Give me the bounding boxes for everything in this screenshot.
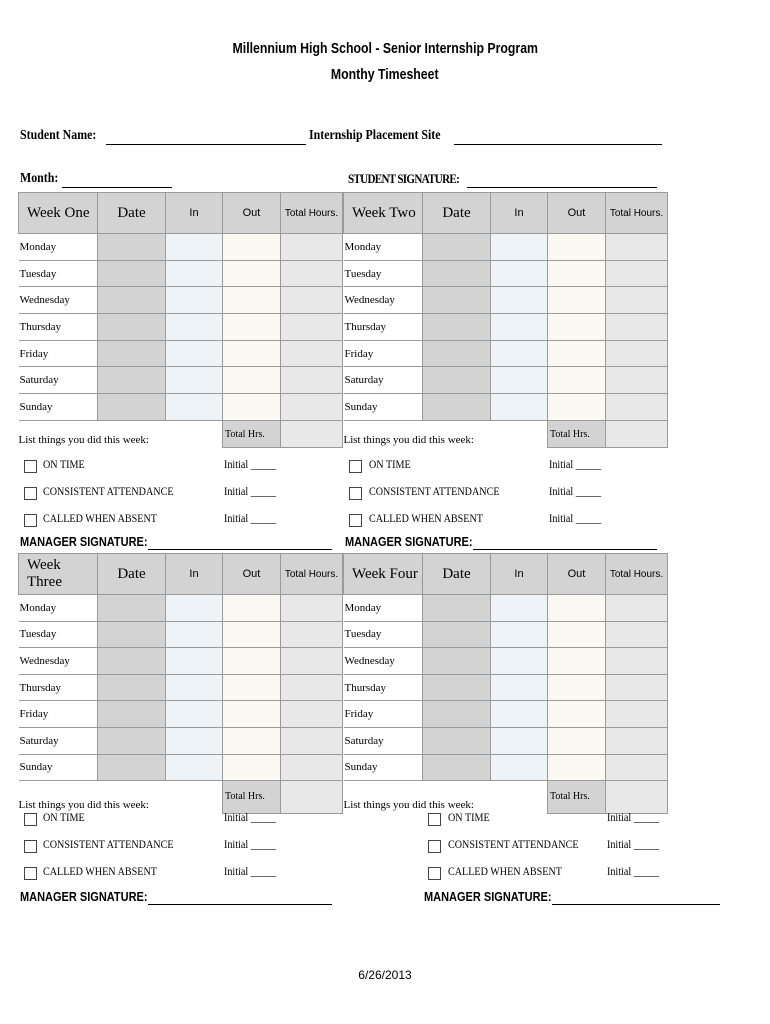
week-one-table (18, 192, 343, 448)
table-row (344, 340, 668, 367)
total-hours-header: Total Hours. (281, 193, 343, 234)
day-label: Friday (19, 340, 98, 367)
list-things-label: List things you did this week: (344, 781, 548, 814)
on-time-checkbox[interactable] (349, 460, 362, 473)
in-cell[interactable] (491, 754, 548, 781)
list-things-label: List things you did this week: (344, 420, 548, 448)
total-hours-cell[interactable] (281, 595, 343, 622)
date-cell[interactable] (98, 234, 166, 261)
initial-field[interactable]: Initial _____ (607, 812, 660, 824)
on-time-checkbox[interactable] (24, 460, 37, 473)
in-cell[interactable] (491, 727, 548, 754)
date-cell[interactable] (98, 260, 166, 287)
on-time-label: ON TIME (448, 812, 490, 824)
date-cell[interactable] (98, 287, 166, 314)
day-label: Thursday (344, 314, 423, 341)
out-cell[interactable] (548, 260, 606, 287)
table-row (19, 340, 343, 367)
initial-field[interactable]: Initial _____ (224, 459, 277, 471)
table-row (19, 367, 343, 394)
placement-site-line[interactable] (454, 130, 662, 145)
out-cell[interactable] (223, 648, 281, 675)
day-label: Thursday (19, 314, 98, 341)
total-hours-cell[interactable] (606, 394, 668, 421)
week-two-table (343, 192, 668, 448)
called-when-absent-label: CALLED WHEN ABSENT (43, 866, 157, 878)
date-cell[interactable] (423, 234, 491, 261)
consistent-attendance-label: CONSISTENT ATTENDANCE (369, 486, 500, 498)
out-cell[interactable] (548, 340, 606, 367)
day-label: Friday (344, 701, 423, 728)
day-label: Thursday (344, 674, 423, 701)
date-cell[interactable] (98, 701, 166, 728)
table-row (344, 648, 668, 675)
total-hours-cell[interactable] (281, 674, 343, 701)
in-cell[interactable] (491, 287, 548, 314)
in-cell[interactable] (491, 595, 548, 622)
total-hours-cell[interactable] (281, 621, 343, 648)
in-cell[interactable] (491, 367, 548, 394)
out-cell[interactable] (223, 367, 281, 394)
out-cell[interactable] (548, 314, 606, 341)
on-time-checkbox[interactable] (24, 813, 37, 826)
placement-site-field[interactable] (309, 128, 464, 144)
table-row (19, 287, 343, 314)
table-row (344, 595, 668, 622)
in-cell[interactable] (166, 754, 223, 781)
out-cell[interactable] (548, 234, 606, 261)
out-cell[interactable] (223, 701, 281, 728)
consistent-attendance-checkbox[interactable] (24, 840, 37, 853)
out-cell[interactable] (223, 595, 281, 622)
day-label: Saturday (344, 367, 423, 394)
total-hrs-label: Total Hrs. (548, 420, 606, 448)
total-hrs-label: Total Hrs. (223, 781, 281, 814)
consistent-attendance-checkbox[interactable] (428, 840, 441, 853)
total-hrs-cell[interactable] (281, 420, 343, 448)
date-cell[interactable] (423, 674, 491, 701)
date-cell[interactable] (98, 754, 166, 781)
month-field[interactable] (20, 171, 65, 187)
day-label: Sunday (344, 754, 423, 781)
in-cell[interactable] (166, 674, 223, 701)
total-hrs-cell[interactable] (606, 420, 668, 448)
table-row (344, 727, 668, 754)
date-header: Date (98, 554, 166, 595)
placement-site-label: Internship Placement Site (309, 128, 441, 143)
in-header: In (166, 193, 223, 234)
out-cell[interactable] (548, 595, 606, 622)
total-hours-cell[interactable] (281, 314, 343, 341)
total-hrs-label: Total Hrs. (548, 781, 606, 814)
day-label: Tuesday (19, 260, 98, 287)
table-row (344, 234, 668, 261)
total-hours-cell[interactable] (606, 648, 668, 675)
day-label: Sunday (344, 394, 423, 421)
table-row (344, 314, 668, 341)
total-hours-cell[interactable] (606, 621, 668, 648)
day-label: Tuesday (19, 621, 98, 648)
initial-field[interactable]: Initial _____ (607, 866, 660, 878)
total-hours-cell[interactable] (606, 340, 668, 367)
page-title: Millennium High School - Senior Internship Program (232, 40, 538, 57)
called-when-absent-label: CALLED WHEN ABSENT (43, 513, 157, 525)
table-row (19, 754, 343, 781)
total-hours-cell[interactable] (281, 648, 343, 675)
total-hours-cell[interactable] (606, 701, 668, 728)
in-cell[interactable] (166, 727, 223, 754)
list-things-label: List things you did this week: (19, 420, 223, 448)
table-row (344, 287, 668, 314)
day-label: Friday (344, 340, 423, 367)
out-cell[interactable] (548, 648, 606, 675)
table-row (344, 621, 668, 648)
total-hours-header: Total Hours. (606, 193, 668, 234)
in-cell[interactable] (166, 621, 223, 648)
total-hours-cell[interactable] (281, 340, 343, 367)
out-cell[interactable] (223, 234, 281, 261)
table-row (344, 260, 668, 287)
total-hours-header: Total Hours. (606, 554, 668, 595)
date-cell[interactable] (98, 727, 166, 754)
out-header: Out (223, 554, 281, 595)
day-label: Wednesday (19, 287, 98, 314)
date-header: Date (423, 193, 491, 234)
week-label: Week One (19, 193, 98, 234)
table-row (344, 754, 668, 781)
date-cell[interactable] (98, 340, 166, 367)
table-row (19, 234, 343, 261)
day-label: Tuesday (344, 260, 423, 287)
table-row (19, 648, 343, 675)
called-when-absent-checkbox[interactable] (24, 514, 37, 527)
in-cell[interactable] (166, 701, 223, 728)
total-hours-header: Total Hours. (281, 554, 343, 595)
out-header: Out (548, 554, 606, 595)
initial-field[interactable]: Initial _____ (549, 459, 602, 471)
day-label: Wednesday (344, 648, 423, 675)
consistent-attendance-label: CONSISTENT ATTENDANCE (43, 486, 174, 498)
on-time-checkbox[interactable] (428, 813, 441, 826)
total-hours-cell[interactable] (606, 727, 668, 754)
day-label: Tuesday (344, 621, 423, 648)
initial-field[interactable]: Initial _____ (224, 839, 277, 851)
consistent-attendance-checkbox[interactable] (24, 487, 37, 500)
day-label: Saturday (19, 727, 98, 754)
called-when-absent-checkbox[interactable] (24, 867, 37, 880)
in-cell[interactable] (491, 394, 548, 421)
total-hours-cell[interactable] (281, 727, 343, 754)
table-row (344, 701, 668, 728)
consistent-attendance-checkbox[interactable] (349, 487, 362, 500)
student-name-label: Student Name: (20, 128, 97, 143)
called-when-absent-checkbox[interactable] (428, 867, 441, 880)
table-row (344, 367, 668, 394)
out-cell[interactable] (223, 754, 281, 781)
total-hours-cell[interactable] (606, 260, 668, 287)
out-cell[interactable] (223, 394, 281, 421)
total-hours-cell[interactable] (606, 754, 668, 781)
in-cell[interactable] (166, 260, 223, 287)
total-hours-cell[interactable] (281, 234, 343, 261)
total-hours-cell[interactable] (281, 701, 343, 728)
day-label: Monday (344, 234, 423, 261)
manager-signature-field[interactable]: MANAGER SIGNATURE: (424, 890, 552, 904)
footer-date: 6/26/2013 (358, 968, 412, 982)
date-cell[interactable] (98, 314, 166, 341)
day-label: Monday (344, 595, 423, 622)
in-cell[interactable] (491, 674, 548, 701)
date-cell[interactable] (423, 340, 491, 367)
initial-field[interactable]: Initial _____ (549, 486, 602, 498)
week-label: Week Two (344, 193, 423, 234)
manager-signature-field[interactable]: MANAGER SIGNATURE: (345, 535, 473, 549)
student-name-line[interactable] (106, 130, 306, 145)
date-cell[interactable] (423, 648, 491, 675)
day-label: Saturday (344, 727, 423, 754)
called-when-absent-checkbox[interactable] (349, 514, 362, 527)
day-label: Monday (19, 595, 98, 622)
out-header: Out (548, 193, 606, 234)
table-row (344, 394, 668, 421)
table-row (19, 701, 343, 728)
total-hours-cell[interactable] (281, 287, 343, 314)
initial-field[interactable]: Initial _____ (224, 513, 277, 525)
table-row (19, 260, 343, 287)
day-label: Wednesday (344, 287, 423, 314)
date-header: Date (98, 193, 166, 234)
initial-field[interactable]: Initial _____ (549, 513, 602, 525)
table-row (344, 674, 668, 701)
in-cell[interactable] (166, 595, 223, 622)
in-cell[interactable] (491, 314, 548, 341)
week-label: Week Four (344, 554, 423, 595)
date-cell[interactable] (98, 621, 166, 648)
in-header: In (491, 193, 548, 234)
date-cell[interactable] (98, 394, 166, 421)
in-cell[interactable] (166, 314, 223, 341)
in-cell[interactable] (166, 340, 223, 367)
manager-signature-line[interactable] (473, 549, 657, 550)
in-cell[interactable] (491, 648, 548, 675)
date-cell[interactable] (98, 648, 166, 675)
student-signature-label: STUDENT SIGNATURE: (348, 171, 460, 186)
total-hrs-label: Total Hrs. (223, 420, 281, 448)
day-label: Wednesday (19, 648, 98, 675)
out-cell[interactable] (223, 260, 281, 287)
date-cell[interactable] (98, 674, 166, 701)
student-signature-line[interactable] (467, 174, 657, 188)
week-four-table (343, 553, 668, 814)
in-cell[interactable] (491, 621, 548, 648)
out-cell[interactable] (548, 367, 606, 394)
table-row (19, 621, 343, 648)
total-hours-cell[interactable] (606, 234, 668, 261)
date-cell[interactable] (423, 595, 491, 622)
total-hours-cell[interactable] (281, 367, 343, 394)
out-header: Out (223, 193, 281, 234)
date-cell[interactable] (423, 394, 491, 421)
month-line[interactable] (62, 174, 172, 188)
out-cell[interactable] (548, 394, 606, 421)
manager-signature-field[interactable]: MANAGER SIGNATURE: (20, 535, 148, 549)
total-hours-cell[interactable] (606, 314, 668, 341)
day-label: Friday (19, 701, 98, 728)
date-cell[interactable] (98, 595, 166, 622)
total-hours-cell[interactable] (281, 260, 343, 287)
date-cell[interactable] (423, 701, 491, 728)
date-cell[interactable] (423, 727, 491, 754)
in-cell[interactable] (166, 367, 223, 394)
in-cell[interactable] (166, 234, 223, 261)
table-row (19, 674, 343, 701)
week-label: Week Three (19, 554, 98, 595)
in-header: In (166, 554, 223, 595)
manager-signature-field[interactable]: MANAGER SIGNATURE: (20, 890, 148, 904)
initial-field[interactable]: Initial _____ (224, 812, 277, 824)
out-cell[interactable] (548, 674, 606, 701)
on-time-label: ON TIME (369, 459, 411, 471)
table-row (19, 727, 343, 754)
out-cell[interactable] (223, 674, 281, 701)
manager-signature-line[interactable] (552, 904, 720, 905)
page-subtitle: Monthy Timesheet (331, 66, 439, 83)
in-cell[interactable] (166, 287, 223, 314)
month-label: Month: (20, 171, 59, 186)
called-when-absent-label: CALLED WHEN ABSENT (369, 513, 483, 525)
date-cell[interactable] (423, 260, 491, 287)
date-cell[interactable] (423, 621, 491, 648)
in-cell[interactable] (491, 260, 548, 287)
on-time-label: ON TIME (43, 459, 85, 471)
total-hours-cell[interactable] (281, 394, 343, 421)
day-label: Sunday (19, 754, 98, 781)
out-cell[interactable] (223, 340, 281, 367)
out-cell[interactable] (548, 287, 606, 314)
student-signature-field[interactable] (348, 171, 479, 187)
day-label: Monday (19, 234, 98, 261)
date-cell[interactable] (98, 367, 166, 394)
in-cell[interactable] (491, 340, 548, 367)
total-hours-cell[interactable] (606, 595, 668, 622)
out-cell[interactable] (548, 701, 606, 728)
table-row (19, 314, 343, 341)
out-cell[interactable] (223, 287, 281, 314)
out-cell[interactable] (223, 621, 281, 648)
total-hours-cell[interactable] (606, 674, 668, 701)
out-cell[interactable] (548, 754, 606, 781)
total-hours-cell[interactable] (281, 754, 343, 781)
in-cell[interactable] (166, 394, 223, 421)
date-cell[interactable] (423, 287, 491, 314)
total-hrs-cell[interactable] (281, 781, 343, 814)
table-row (19, 394, 343, 421)
initial-field[interactable]: Initial _____ (607, 839, 660, 851)
in-cell[interactable] (491, 234, 548, 261)
initial-field[interactable]: Initial _____ (224, 866, 277, 878)
manager-signature-line[interactable] (148, 549, 332, 550)
date-cell[interactable] (423, 314, 491, 341)
total-hours-cell[interactable] (606, 287, 668, 314)
total-hours-cell[interactable] (606, 367, 668, 394)
in-header: In (491, 554, 548, 595)
out-cell[interactable] (548, 621, 606, 648)
called-when-absent-label: CALLED WHEN ABSENT (448, 866, 562, 878)
student-name-field[interactable] (20, 128, 110, 144)
out-cell[interactable] (548, 727, 606, 754)
manager-signature-line[interactable] (148, 904, 332, 905)
date-cell[interactable] (423, 754, 491, 781)
day-label: Thursday (19, 674, 98, 701)
week-three-table (18, 553, 343, 814)
out-cell[interactable] (223, 727, 281, 754)
day-label: Sunday (19, 394, 98, 421)
in-cell[interactable] (491, 701, 548, 728)
consistent-attendance-label: CONSISTENT ATTENDANCE (448, 839, 579, 851)
out-cell[interactable] (223, 314, 281, 341)
initial-field[interactable]: Initial _____ (224, 486, 277, 498)
on-time-label: ON TIME (43, 812, 85, 824)
total-hrs-cell[interactable] (606, 781, 668, 814)
table-row (19, 595, 343, 622)
date-header: Date (423, 554, 491, 595)
consistent-attendance-label: CONSISTENT ATTENDANCE (43, 839, 174, 851)
day-label: Saturday (19, 367, 98, 394)
list-things-label: List things you did this week: (19, 781, 223, 814)
date-cell[interactable] (423, 367, 491, 394)
in-cell[interactable] (166, 648, 223, 675)
